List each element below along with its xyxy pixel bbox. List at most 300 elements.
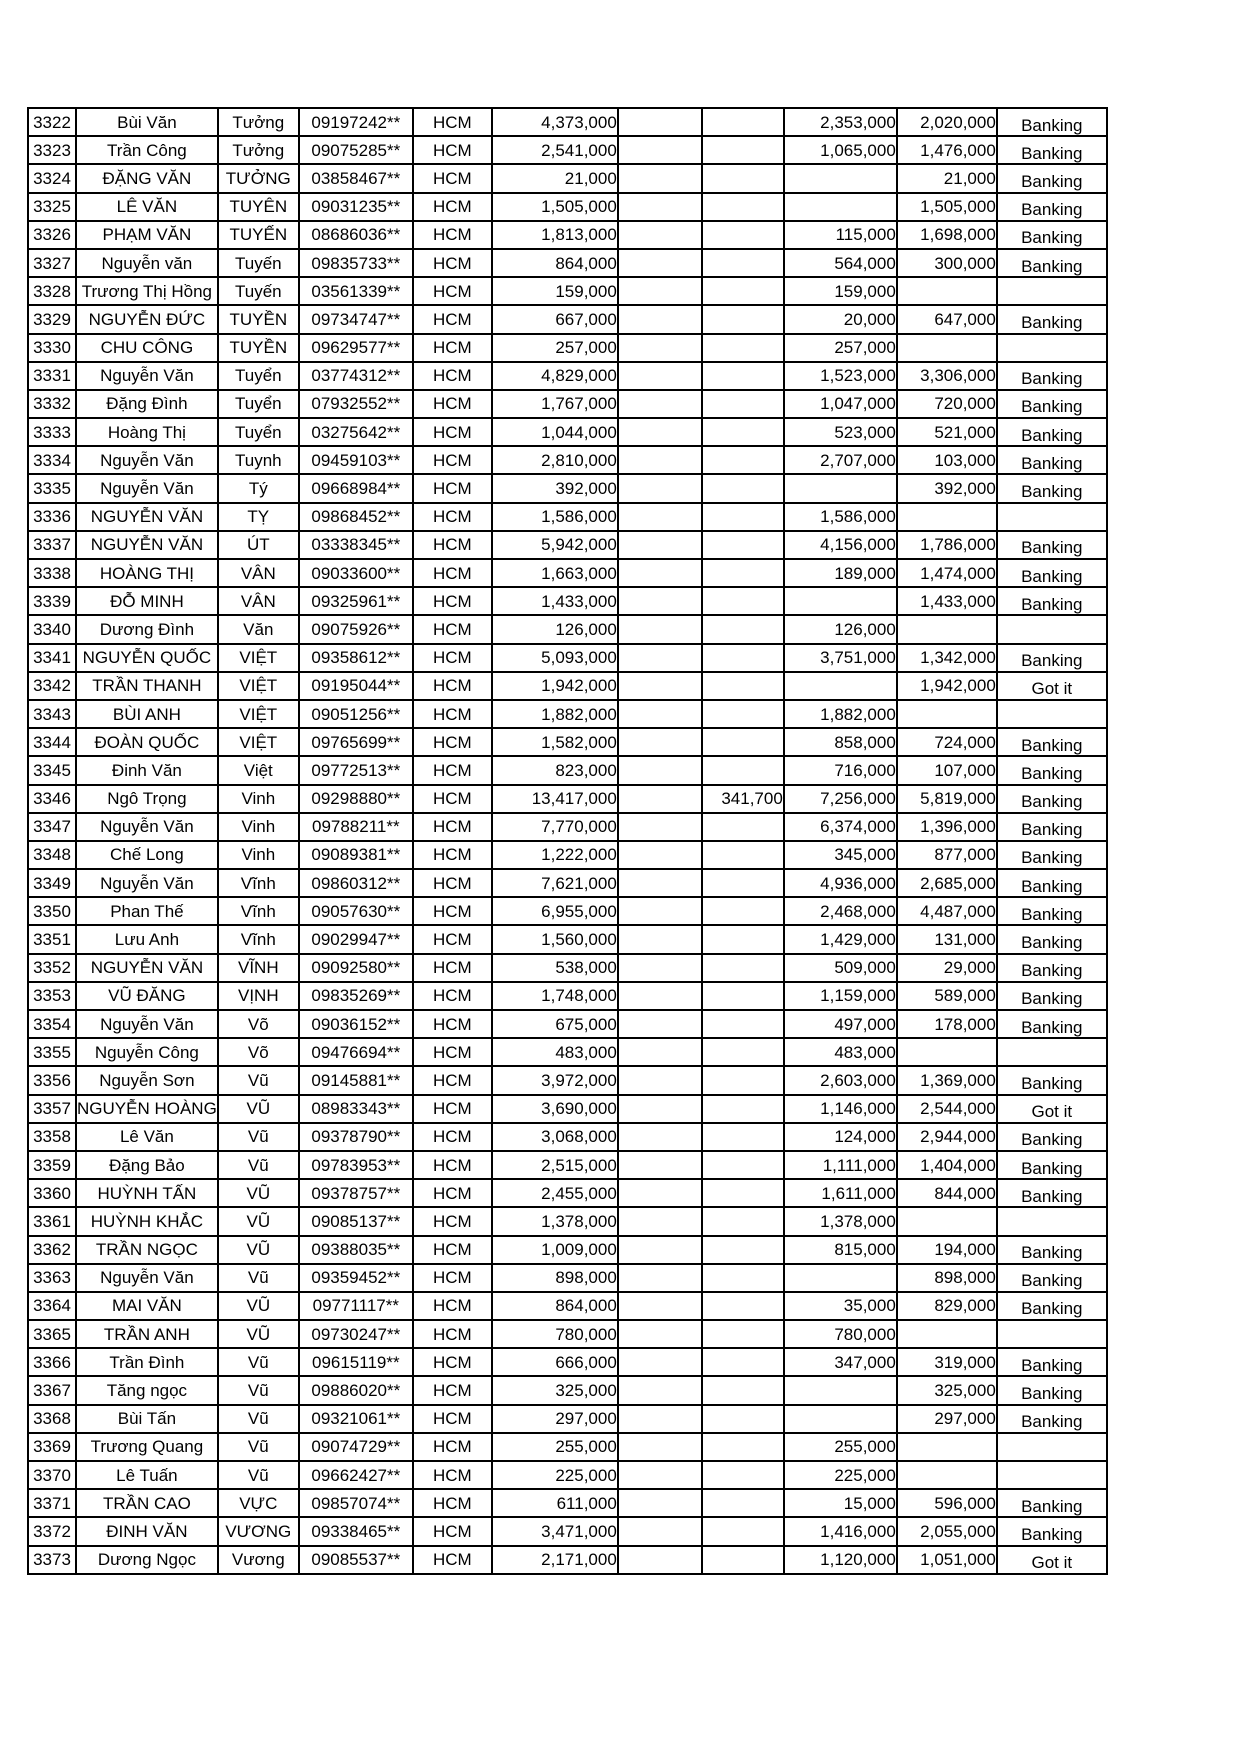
cell-empty-1 bbox=[618, 615, 702, 643]
cell-amount-2: 115,000 bbox=[784, 221, 897, 249]
cell-status bbox=[997, 390, 1107, 418]
cell-city: HCM bbox=[413, 1179, 492, 1207]
cell-name-part2: TUYÊN bbox=[218, 193, 299, 221]
cell-amount-2: 4,936,000 bbox=[784, 869, 897, 897]
cell-amount-2: 1,429,000 bbox=[784, 925, 897, 953]
cell-empty-2 bbox=[702, 334, 784, 362]
cell-id: 3373 bbox=[28, 1546, 76, 1574]
cell-name-part2: VƯƠNG bbox=[218, 1517, 299, 1545]
cell-amount-2: 6,374,000 bbox=[784, 813, 897, 841]
cell-amount-2: 1,111,000 bbox=[784, 1151, 897, 1179]
cell-city: HCM bbox=[413, 1320, 492, 1348]
cell-amount-3: 325,000 bbox=[897, 1376, 997, 1404]
cell-phone: 03774312** bbox=[299, 362, 413, 390]
table-row bbox=[28, 785, 1107, 813]
cell-amount-2: 3,751,000 bbox=[784, 644, 897, 672]
cell-amount-2: 1,378,000 bbox=[784, 1207, 897, 1235]
cell-empty-1 bbox=[618, 446, 702, 474]
cell-id: 3355 bbox=[28, 1038, 76, 1066]
cell-status bbox=[997, 277, 1107, 305]
status-label: Banking bbox=[1021, 848, 1083, 868]
cell-id: 3336 bbox=[28, 503, 76, 531]
cell-name-part1: NGUYỄN ĐỨC bbox=[76, 305, 218, 333]
cell-status bbox=[997, 925, 1107, 953]
cell-empty-1 bbox=[618, 1123, 702, 1151]
status-label: Banking bbox=[1021, 876, 1083, 896]
cell-phone: 09388035** bbox=[299, 1236, 413, 1264]
status-label: Banking bbox=[1021, 453, 1083, 473]
cell-empty-1 bbox=[618, 587, 702, 615]
cell-name-part1: Đinh Văn bbox=[76, 756, 218, 784]
cell-amount-2: 2,707,000 bbox=[784, 446, 897, 474]
cell-status bbox=[997, 1405, 1107, 1433]
cell-phone: 09857074** bbox=[299, 1489, 413, 1517]
cell-amount-3: 21,000 bbox=[897, 164, 997, 192]
cell-id: 3363 bbox=[28, 1264, 76, 1292]
cell-amount-1: 255,000 bbox=[492, 1433, 618, 1461]
cell-phone: 08983343** bbox=[299, 1095, 413, 1123]
cell-amount-1: 898,000 bbox=[492, 1264, 618, 1292]
cell-empty-1 bbox=[618, 813, 702, 841]
cell-city: HCM bbox=[413, 559, 492, 587]
status-label: Banking bbox=[1021, 171, 1083, 191]
cell-empty-1 bbox=[618, 249, 702, 277]
table-row bbox=[28, 503, 1107, 531]
status-label: Banking bbox=[1021, 763, 1083, 783]
cell-amount-1: 1,767,000 bbox=[492, 390, 618, 418]
cell-name-part2: VŨ bbox=[218, 1320, 299, 1348]
cell-name-part2: Tuyến bbox=[218, 277, 299, 305]
cell-name-part1: Nguyễn Văn bbox=[76, 869, 218, 897]
table-row bbox=[28, 474, 1107, 502]
status-label: Banking bbox=[1021, 143, 1083, 163]
cell-empty-1 bbox=[618, 1038, 702, 1066]
cell-city: HCM bbox=[413, 1546, 492, 1574]
cell-amount-3: 29,000 bbox=[897, 954, 997, 982]
cell-status bbox=[997, 869, 1107, 897]
cell-city: HCM bbox=[413, 756, 492, 784]
cell-city: HCM bbox=[413, 1405, 492, 1433]
cell-amount-1: 1,663,000 bbox=[492, 559, 618, 587]
status-label: Banking bbox=[1021, 256, 1083, 276]
cell-amount-2: 35,000 bbox=[784, 1292, 897, 1320]
cell-id: 3334 bbox=[28, 446, 76, 474]
cell-status bbox=[997, 334, 1107, 362]
cell-empty-2 bbox=[702, 136, 784, 164]
cell-empty-2 bbox=[702, 1433, 784, 1461]
cell-empty-1 bbox=[618, 305, 702, 333]
cell-city: HCM bbox=[413, 503, 492, 531]
cell-status bbox=[997, 559, 1107, 587]
cell-empty-2 bbox=[702, 1236, 784, 1264]
cell-phone: 09868452** bbox=[299, 503, 413, 531]
cell-status bbox=[997, 1433, 1107, 1461]
cell-amount-2: 7,256,000 bbox=[784, 785, 897, 813]
cell-status bbox=[997, 897, 1107, 925]
cell-amount-3: 647,000 bbox=[897, 305, 997, 333]
cell-status bbox=[997, 1348, 1107, 1376]
cell-name-part2: Tưởng bbox=[218, 108, 299, 136]
cell-name-part2: VÂN bbox=[218, 559, 299, 587]
cell-name-part2: TUYỀN bbox=[218, 305, 299, 333]
cell-empty-1 bbox=[618, 136, 702, 164]
table-row bbox=[28, 531, 1107, 559]
cell-id: 3341 bbox=[28, 644, 76, 672]
cell-amount-1: 2,541,000 bbox=[492, 136, 618, 164]
cell-status bbox=[997, 756, 1107, 784]
cell-id: 3361 bbox=[28, 1207, 76, 1235]
cell-amount-3: 4,487,000 bbox=[897, 897, 997, 925]
cell-phone: 09197242** bbox=[299, 108, 413, 136]
cell-id: 3367 bbox=[28, 1376, 76, 1404]
cell-name-part1: ĐỖ MINH bbox=[76, 587, 218, 615]
cell-id: 3324 bbox=[28, 164, 76, 192]
cell-amount-2: 189,000 bbox=[784, 559, 897, 587]
cell-phone: 09378790** bbox=[299, 1123, 413, 1151]
cell-name-part1: ĐINH VĂN bbox=[76, 1517, 218, 1545]
cell-empty-1 bbox=[618, 644, 702, 672]
cell-name-part1: NGUYỄN VĂN bbox=[76, 954, 218, 982]
cell-name-part2: Vinh bbox=[218, 785, 299, 813]
cell-amount-1: 1,942,000 bbox=[492, 672, 618, 700]
cell-empty-2 bbox=[702, 1376, 784, 1404]
table-row bbox=[28, 1348, 1107, 1376]
cell-name-part1: NGUYỄN VĂN bbox=[76, 503, 218, 531]
cell-empty-2 bbox=[702, 390, 784, 418]
cell-amount-3: 2,020,000 bbox=[897, 108, 997, 136]
cell-empty-1 bbox=[618, 418, 702, 446]
cell-name-part1: Lê Tuấn bbox=[76, 1461, 218, 1489]
cell-amount-2: 20,000 bbox=[784, 305, 897, 333]
cell-city: HCM bbox=[413, 1376, 492, 1404]
cell-empty-2 bbox=[702, 644, 784, 672]
cell-empty-2 bbox=[702, 277, 784, 305]
cell-status bbox=[997, 1489, 1107, 1517]
cell-amount-2: 1,523,000 bbox=[784, 362, 897, 390]
cell-amount-1: 864,000 bbox=[492, 249, 618, 277]
cell-name-part2: Việt bbox=[218, 756, 299, 784]
status-label: Banking bbox=[1021, 1271, 1083, 1291]
cell-phone: 09668984** bbox=[299, 474, 413, 502]
cell-phone: 09734747** bbox=[299, 305, 413, 333]
cell-empty-1 bbox=[618, 1179, 702, 1207]
table-row bbox=[28, 1292, 1107, 1320]
table-row bbox=[28, 446, 1107, 474]
cell-id: 3338 bbox=[28, 559, 76, 587]
status-label: Banking bbox=[1021, 425, 1083, 445]
status-label: Banking bbox=[1021, 933, 1083, 953]
cell-amount-1: 257,000 bbox=[492, 334, 618, 362]
table-row bbox=[28, 672, 1107, 700]
cell-empty-1 bbox=[618, 531, 702, 559]
cell-amount-3: 1,698,000 bbox=[897, 221, 997, 249]
cell-city: HCM bbox=[413, 728, 492, 756]
cell-amount-2: 780,000 bbox=[784, 1320, 897, 1348]
cell-amount-3: 1,476,000 bbox=[897, 136, 997, 164]
cell-name-part2: Vũ bbox=[218, 1066, 299, 1094]
table-row bbox=[28, 897, 1107, 925]
cell-id: 3351 bbox=[28, 925, 76, 953]
cell-name-part2: TUYẾN bbox=[218, 221, 299, 249]
cell-amount-1: 675,000 bbox=[492, 1010, 618, 1038]
table-row bbox=[28, 1236, 1107, 1264]
cell-empty-2 bbox=[702, 869, 784, 897]
table-row bbox=[28, 1207, 1107, 1235]
cell-phone: 09051256** bbox=[299, 700, 413, 728]
cell-phone: 09730247** bbox=[299, 1320, 413, 1348]
cell-empty-2 bbox=[702, 1461, 784, 1489]
cell-status bbox=[997, 1010, 1107, 1038]
cell-empty-2 bbox=[702, 164, 784, 192]
cell-amount-3 bbox=[897, 1207, 997, 1235]
cell-status bbox=[997, 305, 1107, 333]
cell-city: HCM bbox=[413, 587, 492, 615]
cell-amount-3 bbox=[897, 334, 997, 362]
cell-amount-2: 225,000 bbox=[784, 1461, 897, 1489]
cell-empty-2 bbox=[702, 841, 784, 869]
cell-name-part1: VŨ ĐĂNG bbox=[76, 982, 218, 1010]
status-label: Got it bbox=[1031, 679, 1073, 699]
cell-status bbox=[997, 785, 1107, 813]
cell-amount-1: 2,455,000 bbox=[492, 1179, 618, 1207]
cell-amount-2: 2,468,000 bbox=[784, 897, 897, 925]
cell-id: 3330 bbox=[28, 334, 76, 362]
cell-name-part2: Tưởng bbox=[218, 136, 299, 164]
cell-amount-1: 3,972,000 bbox=[492, 1066, 618, 1094]
cell-amount-3: 1,051,000 bbox=[897, 1546, 997, 1574]
cell-status bbox=[997, 1123, 1107, 1151]
cell-amount-1: 1,748,000 bbox=[492, 982, 618, 1010]
cell-phone: 09085137** bbox=[299, 1207, 413, 1235]
cell-name-part1: Trương Thị Hồng bbox=[76, 277, 218, 305]
cell-empty-1 bbox=[618, 1348, 702, 1376]
cell-amount-3: 1,369,000 bbox=[897, 1066, 997, 1094]
table-row bbox=[28, 1517, 1107, 1545]
cell-amount-2 bbox=[784, 474, 897, 502]
cell-city: HCM bbox=[413, 193, 492, 221]
cell-amount-2: 815,000 bbox=[784, 1236, 897, 1264]
cell-empty-2 bbox=[702, 1066, 784, 1094]
cell-phone: 09321061** bbox=[299, 1405, 413, 1433]
cell-amount-1: 611,000 bbox=[492, 1489, 618, 1517]
cell-name-part1: ĐẶNG VĂN bbox=[76, 164, 218, 192]
cell-name-part2: Vũ bbox=[218, 1376, 299, 1404]
cell-phone: 09765699** bbox=[299, 728, 413, 756]
cell-amount-3: 2,685,000 bbox=[897, 869, 997, 897]
table-row bbox=[28, 925, 1107, 953]
cell-name-part1: Nguyễn Công bbox=[76, 1038, 218, 1066]
cell-empty-2 bbox=[702, 249, 784, 277]
cell-status bbox=[997, 644, 1107, 672]
cell-id: 3348 bbox=[28, 841, 76, 869]
cell-id: 3343 bbox=[28, 700, 76, 728]
cell-empty-2 bbox=[702, 700, 784, 728]
table-row bbox=[28, 418, 1107, 446]
cell-id: 3353 bbox=[28, 982, 76, 1010]
cell-amount-2: 159,000 bbox=[784, 277, 897, 305]
table-row bbox=[28, 615, 1107, 643]
status-label: Got it bbox=[1031, 1553, 1073, 1573]
cell-status bbox=[997, 418, 1107, 446]
cell-amount-3 bbox=[897, 700, 997, 728]
cell-empty-1 bbox=[618, 841, 702, 869]
cell-amount-1: 667,000 bbox=[492, 305, 618, 333]
table-row bbox=[28, 249, 1107, 277]
cell-amount-2: 1,065,000 bbox=[784, 136, 897, 164]
cell-amount-1: 1,044,000 bbox=[492, 418, 618, 446]
cell-phone: 09298880** bbox=[299, 785, 413, 813]
cell-id: 3349 bbox=[28, 869, 76, 897]
cell-id: 3357 bbox=[28, 1095, 76, 1123]
cell-empty-2 bbox=[702, 954, 784, 982]
cell-empty-1 bbox=[618, 1405, 702, 1433]
cell-name-part2: VĨNH bbox=[218, 954, 299, 982]
cell-name-part2: Vinh bbox=[218, 813, 299, 841]
cell-id: 3364 bbox=[28, 1292, 76, 1320]
cell-phone: 09092580** bbox=[299, 954, 413, 982]
cell-empty-1 bbox=[618, 1151, 702, 1179]
cell-empty-2 bbox=[702, 587, 784, 615]
cell-name-part1: Chế Long bbox=[76, 841, 218, 869]
cell-name-part1: HOÀNG THỊ bbox=[76, 559, 218, 587]
cell-amount-2: 564,000 bbox=[784, 249, 897, 277]
status-label: Banking bbox=[1021, 1073, 1083, 1093]
cell-amount-3: 131,000 bbox=[897, 925, 997, 953]
table-row bbox=[28, 277, 1107, 305]
cell-name-part1: Tăng ngọc bbox=[76, 1376, 218, 1404]
cell-name-part1: Dương Ngọc bbox=[76, 1546, 218, 1574]
table-row bbox=[28, 587, 1107, 615]
status-label: Banking bbox=[1021, 566, 1083, 586]
cell-empty-2 bbox=[702, 1207, 784, 1235]
table-row bbox=[28, 1489, 1107, 1517]
cell-name-part1: Trần Đình bbox=[76, 1348, 218, 1376]
cell-empty-1 bbox=[618, 1461, 702, 1489]
cell-name-part1: Đặng Bảo bbox=[76, 1151, 218, 1179]
cell-amount-1: 1,560,000 bbox=[492, 925, 618, 953]
cell-id: 3360 bbox=[28, 1179, 76, 1207]
cell-amount-2 bbox=[784, 672, 897, 700]
cell-status bbox=[997, 1320, 1107, 1348]
cell-name-part1: Nguyễn Văn bbox=[76, 813, 218, 841]
cell-amount-3: 107,000 bbox=[897, 756, 997, 784]
cell-status bbox=[997, 587, 1107, 615]
cell-name-part2: TUYỀN bbox=[218, 334, 299, 362]
table-row bbox=[28, 108, 1107, 136]
cell-id: 3332 bbox=[28, 390, 76, 418]
cell-amount-2: 483,000 bbox=[784, 1038, 897, 1066]
cell-amount-1: 780,000 bbox=[492, 1320, 618, 1348]
cell-name-part2: Tuyển bbox=[218, 362, 299, 390]
cell-name-part2: Vũ bbox=[218, 1433, 299, 1461]
table-row bbox=[28, 1038, 1107, 1066]
cell-empty-1 bbox=[618, 1095, 702, 1123]
cell-status bbox=[997, 813, 1107, 841]
cell-id: 3347 bbox=[28, 813, 76, 841]
cell-amount-3: 877,000 bbox=[897, 841, 997, 869]
cell-status bbox=[997, 1236, 1107, 1264]
cell-empty-2 bbox=[702, 1264, 784, 1292]
cell-empty-2 bbox=[702, 305, 784, 333]
cell-id: 3346 bbox=[28, 785, 76, 813]
cell-city: HCM bbox=[413, 334, 492, 362]
cell-phone: 09075285** bbox=[299, 136, 413, 164]
cell-amount-3: 5,819,000 bbox=[897, 785, 997, 813]
cell-amount-3: 2,055,000 bbox=[897, 1517, 997, 1545]
cell-phone: 09771117** bbox=[299, 1292, 413, 1320]
cell-phone: 09835269** bbox=[299, 982, 413, 1010]
cell-id: 3370 bbox=[28, 1461, 76, 1489]
status-label: Banking bbox=[1021, 961, 1083, 981]
cell-city: HCM bbox=[413, 390, 492, 418]
cell-city: HCM bbox=[413, 672, 492, 700]
cell-empty-2 bbox=[702, 1292, 784, 1320]
cell-amount-2: 509,000 bbox=[784, 954, 897, 982]
table-row bbox=[28, 1010, 1107, 1038]
cell-phone: 09036152** bbox=[299, 1010, 413, 1038]
cell-amount-1: 2,171,000 bbox=[492, 1546, 618, 1574]
status-label: Banking bbox=[1021, 1524, 1083, 1544]
cell-amount-2 bbox=[784, 1264, 897, 1292]
table-row bbox=[28, 559, 1107, 587]
cell-status bbox=[997, 362, 1107, 390]
cell-status bbox=[997, 1264, 1107, 1292]
cell-amount-2: 2,353,000 bbox=[784, 108, 897, 136]
cell-empty-2 bbox=[702, 813, 784, 841]
cell-amount-1: 1,582,000 bbox=[492, 728, 618, 756]
cell-amount-1: 1,586,000 bbox=[492, 503, 618, 531]
cell-city: HCM bbox=[413, 474, 492, 502]
cell-empty-1 bbox=[618, 1066, 702, 1094]
cell-empty-1 bbox=[618, 221, 702, 249]
table-row bbox=[28, 193, 1107, 221]
cell-amount-3: 2,944,000 bbox=[897, 1123, 997, 1151]
cell-amount-1: 2,810,000 bbox=[492, 446, 618, 474]
cell-name-part1: Lưu Anh bbox=[76, 925, 218, 953]
cell-status bbox=[997, 954, 1107, 982]
cell-city: HCM bbox=[413, 954, 492, 982]
cell-city: HCM bbox=[413, 136, 492, 164]
cell-name-part2: Võ bbox=[218, 1038, 299, 1066]
cell-amount-1: 225,000 bbox=[492, 1461, 618, 1489]
cell-phone: 09860312** bbox=[299, 869, 413, 897]
cell-name-part1: PHẠM VĂN bbox=[76, 221, 218, 249]
cell-empty-2 bbox=[702, 1179, 784, 1207]
cell-empty-1 bbox=[618, 474, 702, 502]
cell-name-part1: Nguyễn Văn bbox=[76, 474, 218, 502]
cell-city: HCM bbox=[413, 813, 492, 841]
table-row bbox=[28, 869, 1107, 897]
cell-phone: 09378757** bbox=[299, 1179, 413, 1207]
cell-id: 3345 bbox=[28, 756, 76, 784]
cell-empty-2 bbox=[702, 221, 784, 249]
cell-amount-3: 3,306,000 bbox=[897, 362, 997, 390]
cell-amount-2: 15,000 bbox=[784, 1489, 897, 1517]
cell-amount-3: 300,000 bbox=[897, 249, 997, 277]
status-label: Banking bbox=[1021, 1355, 1083, 1375]
cell-empty-2 bbox=[702, 1320, 784, 1348]
cell-amount-2: 1,586,000 bbox=[784, 503, 897, 531]
cell-amount-3 bbox=[897, 277, 997, 305]
cell-name-part2: VỊNH bbox=[218, 982, 299, 1010]
cell-amount-3: 724,000 bbox=[897, 728, 997, 756]
cell-name-part2: VŨ bbox=[218, 1095, 299, 1123]
table-body bbox=[28, 108, 1107, 1574]
cell-status bbox=[997, 1038, 1107, 1066]
table-row bbox=[28, 1405, 1107, 1433]
cell-status bbox=[997, 1376, 1107, 1404]
cell-status bbox=[997, 446, 1107, 474]
